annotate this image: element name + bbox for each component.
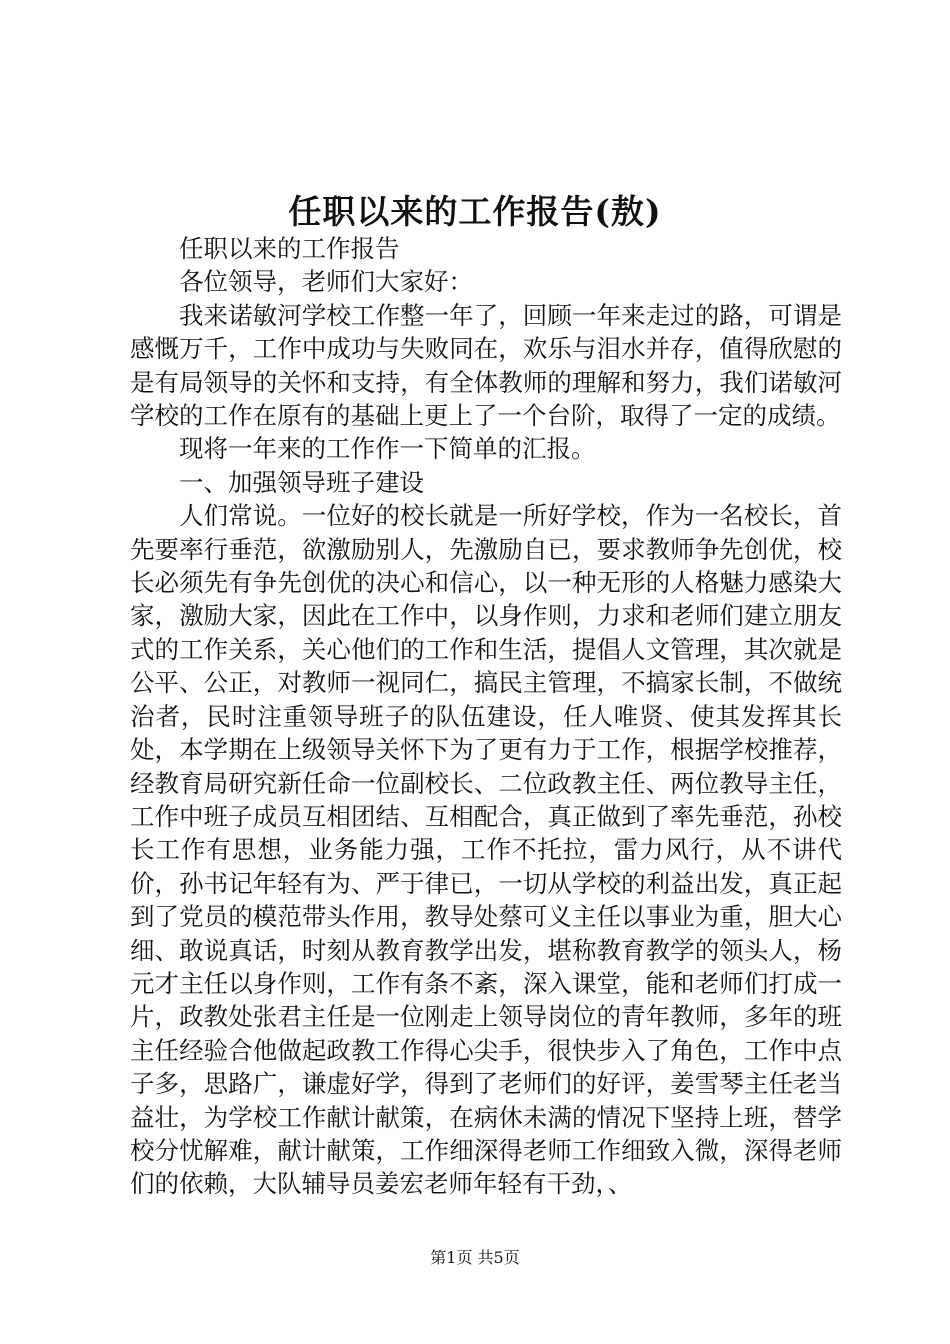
summary-paragraph: 现将一年来的工作作一下简单的汇报。 xyxy=(179,434,596,464)
document-title: 任职以来的工作报告(敖) xyxy=(288,192,662,231)
body-paragraph: 人们常说。一位好的校长就是一所好学校，作为一名校长，首先要率行垂范，欲激励别人，先激励自已，要求教师争先创优，校长必须先有争先创优的决心和信心，以一种无形的人格魅力感染大家，激励大家，因此在工作中，以身作则，力求和老师们建立朋友式的工作关系，关心他们的工作和生活，提倡人文管理，其次就是公平、公正，对教师一视同仁，搞民主管理，不搞家长制，不做统治者，民时注重领导班子的队伍建设，任人唯贤、使其发挥其长处，本学期在上级领导关怀下为了更有力于工作，根据学校推荐，经教育局研究新任命一位副校长、二位政教主任、两位教导主任，工作中班子成员互相团结、互相配合，真正做到了率先垂范，孙校长工作有思想，业务能力强，工作不托拉，雷力风行，从不讲代价，孙书记年轻有为、严于律已，一切从学校的利益出发，真正起到了党员的模范带头作用，教导处蔡可义主任以事业为重，胆大心细、敢说真话，时刻从教育教学出发，堪称教育教学的领头人，杨元才主任以身作则，工作有条不紊，深入课堂，能和老师们打成一片，政教处张君主任是一位刚走上领导岗位的青年教师，多年的班主任经验合他做起政教工作得心尖手，很快步入了角色，工作中点子多，思路广，谦虚好学，得到了老师们的好评，姜雪琴主任老当益壮，为学校工作献计献策，在病休未满的情况下坚持上班，替学校分忧解难，献计献策，工作细深得老师工作细致入微，深得老师们的依赖，大队辅导员姜宏老师年轻有干劲，、 xyxy=(130,501,842,1199)
subtitle-paragraph: 任职以来的工作报告 xyxy=(179,234,400,263)
greeting-paragraph: 各位领导，老师们大家好： xyxy=(179,267,473,297)
page-footer: 第1页 共5页 xyxy=(430,1248,520,1267)
section-heading: 一、加强领导班子建设 xyxy=(179,467,424,497)
intro-paragraph: 我来诺敏河学校工作整一年了，回顾一年来走过的路，可谓是感慨万千，工作中成功与失败同在，欢乐与泪水并存，值得欣慰的是有局领导的关怀和支持，有全体教师的理解和努力，我们诺敏河学校的工作在原有的基础上更上了一个台阶，取得了一定的成绩。 xyxy=(130,300,842,431)
document-body xyxy=(130,232,842,1201)
